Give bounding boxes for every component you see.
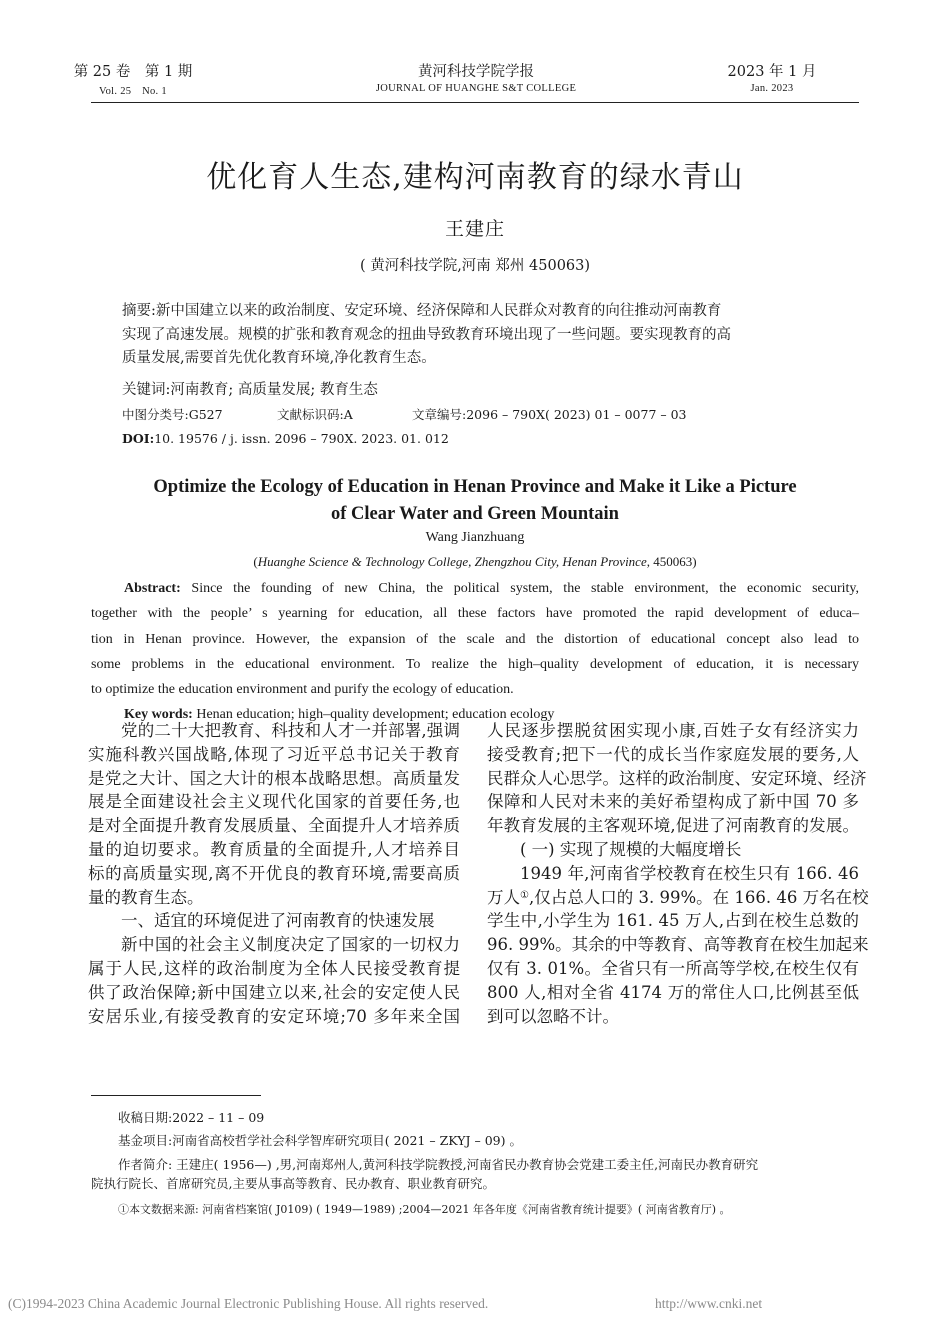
received-date-text: 收稿日期:2022 – 11 – 09 (118, 1110, 265, 1125)
keywords-en-label: Key words: (124, 707, 193, 722)
author-bio-line: 院执行院长、首席研究员,主要从事高等教育、民办教育、职业教育研究。 (91, 1176, 495, 1191)
header-rule (91, 102, 859, 103)
body-line: 是对全面提升教育发展质量、全面提升人才培养质 (88, 816, 460, 836)
fund-note (118, 1131, 858, 1150)
author-bio (91, 1155, 858, 1193)
body-line: 是党之大计、国之大计的根本战略思想。高质量发 (88, 768, 460, 788)
volume-issue-en: Vol. 25 No. 1 (99, 86, 167, 97)
clc-field (122, 403, 277, 427)
classification-line (122, 403, 842, 427)
abstract-en-line: together with the people’ s yearning for education, all these factors have promoted the rapid development of educa– (91, 606, 859, 622)
copyright-notice: (C)1994-2023 China Academic Journal Electronic Publishing House. All rights reserved. (8, 1296, 489, 1311)
affiliation-en-open: ( (253, 554, 258, 569)
received-date (118, 1108, 858, 1127)
keywords-cn-label: 关键词: (122, 382, 171, 398)
affiliation-en (91, 554, 859, 570)
affiliation-cn: ( 黄河科技学院,河南 郑州 450063) (359, 258, 591, 274)
data-source-note (118, 1200, 858, 1219)
author-name-cn: 王建庄 (444, 218, 505, 240)
body-line: 仅有 3. 01%。全省只有一所高等学校,在校生仅有 (487, 958, 859, 978)
cnki-link[interactable]: http://www.cnki.net (655, 1296, 763, 1311)
journal-name-cn: 黄河科技学院学报 (418, 64, 534, 80)
body-column-right (487, 719, 869, 1028)
volume-issue-cn: 第 25 卷 第 1 期 (73, 64, 193, 80)
abstract-cn-line: 新中国建立以来的政治制度、安定环境、经济保障和人民群众对教育的向往推动河南教育 (155, 303, 722, 319)
abstract-en-line: Since the founding of new China, the political system, the stable environment, the economic security, (191, 581, 859, 596)
body-line: 1949 年,河南省学校教育在校生只有 166. 46 (520, 863, 859, 883)
body-line: 党的二十大把教育、科技和人才一并部署,强调 (121, 721, 460, 740)
abstract-cn-line: 实现了高速发展。规模的扩张和教育观念的扭曲导致教育环境出现了一些问题。要实现教育的高 (122, 326, 731, 343)
doi-label: DOI: (122, 431, 155, 446)
body-line: 新中国的社会主义制度决定了国家的一切权力 (121, 935, 460, 955)
body-line: 96. 99%。其余的中等教育、高等教育在校生加起来 (487, 935, 869, 955)
body-line: 学生中,小学生为 161. 45 万人,占到在校生总数的 (487, 911, 859, 931)
subsection-heading: ( 一) 实现了规模的大幅度增长 (520, 839, 742, 859)
body-line: 安居乐业,有接受教育的安定环境;70 多年来全国 (88, 1006, 460, 1026)
keywords-en-text: Henan education; high–quality development; education ecology (196, 707, 555, 722)
affiliation-en-text: Huanghe Science & Technology College, Zhengzhou City, Henan Province (257, 554, 647, 569)
body-line: 保障和人民对未来的美好希望构成了新中国 70 多 (487, 792, 859, 812)
section-heading: 一、适宜的环境促进了河南教育的快速发展 (121, 911, 435, 931)
author-name-en: Wang Jianzhuang (425, 530, 525, 545)
abstract-cn (122, 300, 842, 371)
author-bio-line: 作者简介: 王建庄( 1956—) ,男,河南郑州人,黄河科技学院教授,河南省民办教育协会党建工委主任,河南民办教育研究 (118, 1157, 759, 1172)
body-line: 实施科教兴国战略,体现了习近平总书记关于教育 (88, 744, 460, 764)
body-line: 到可以忽略不计。 (487, 1006, 619, 1026)
footnote-ref[interactable]: ① (520, 889, 529, 901)
clc-value: G527 (188, 407, 223, 422)
data-source-text: ①本文数据来源: 河南省档案馆( J0109) ( 1949—1989) ;2004—2021 年各年度《河南省教育统计提要》( 河南省教育厅) 。 (118, 1203, 731, 1216)
body-fragment: 万人 (487, 887, 520, 907)
body-line: 量的迫切要求。教育质量的全面提升,人才培养目 (88, 839, 460, 859)
title-en-line: of Clear Water and Green Mountain (331, 504, 619, 524)
body-line (487, 886, 869, 910)
abstract-en-line: some problems in the educational environment. To realize the high–quality development of education, it is necessary (91, 656, 859, 672)
issue-date-cn: 2023 年 1 月 (727, 64, 817, 80)
body-line: 年教育发展的主客观环境,促进了河南教育的发展。 (487, 816, 859, 836)
affiliation-en-close: , 450063) (646, 554, 697, 569)
body-line: 接受教育;把下一代的成长当作家庭发展的要务,人 (487, 744, 859, 764)
issue-date-en: Jan. 2023 (750, 83, 794, 94)
article-number-label: 文章编号: (412, 407, 467, 422)
article-number-field (412, 403, 687, 427)
paper-title-cn: 优化育人生态,建构河南教育的绿水青山 (206, 160, 744, 195)
keywords-cn-text: 河南教育; 高质量发展; 教育生态 (170, 382, 378, 398)
abstract-en-line: to optimize the education environment and purify the ecology of education. (91, 682, 514, 698)
body-line: 供了政治保障;新中国建立以来,社会的安定使人民 (88, 982, 460, 1002)
abstract-cn-line: 质量发展,需要首先优化教育环境,净化教育生态。 (122, 350, 436, 366)
footnote-rule (91, 1095, 261, 1096)
abstract-en-label: Abstract: (124, 581, 181, 596)
doi-value: 10. 19576 / j. issn. 2096 – 790X. 2023. 01. 012 (154, 431, 449, 446)
fund-note-text: 基金项目:河南省高校哲学社会科学智库研究项目( 2021 – ZKYJ – 09) 。 (118, 1133, 522, 1148)
doc-code-field (277, 403, 412, 427)
keywords-cn (122, 379, 842, 403)
body-fragment: ,仅占总人口的 3. 99%。在 166. 46 万名在校 (528, 887, 869, 907)
abstract-cn-label: 摘要: (122, 303, 156, 319)
body-line: 800 人,相对全省 4174 万的常住人口,比例甚至低 (487, 982, 859, 1002)
body-line: 民群众人心思学。这样的政治制度、安定环境、经济 (487, 768, 867, 788)
body-line: 属于人民,这样的政治制度为全体人民接受教育提 (88, 958, 460, 978)
article-number-value: 2096 – 790X( 2023) 01 – 0077 – 03 (466, 407, 687, 422)
title-en-line: Optimize the Ecology of Education in Henan Province and Make it Like a Picture (153, 477, 797, 497)
doc-code-value: A (343, 407, 353, 422)
body-line: 标的高质量实现,离不开优良的教育环境,需要高质 (88, 863, 460, 883)
doc-code-label: 文献标识码: (277, 407, 344, 422)
abstract-en (91, 576, 859, 702)
body-column-left (88, 719, 460, 1028)
body-line: 展是全面建设社会主义现代化国家的首要任务,也 (88, 792, 460, 812)
journal-name-en: JOURNAL OF HUANGHE S&T COLLEGE (375, 83, 577, 94)
doi-line (122, 427, 842, 451)
body-line: 人民逐步摆脱贫困实现小康,百姓子女有经济实力 (487, 721, 859, 740)
clc-label: 中图分类号: (122, 407, 189, 422)
abstract-en-line: tion in Henan province. However, the expansion of the scale and the distortion of educational concept also lead to (91, 631, 859, 647)
body-line: 量的教育生态。 (88, 887, 204, 907)
paper-title-en (91, 474, 859, 528)
